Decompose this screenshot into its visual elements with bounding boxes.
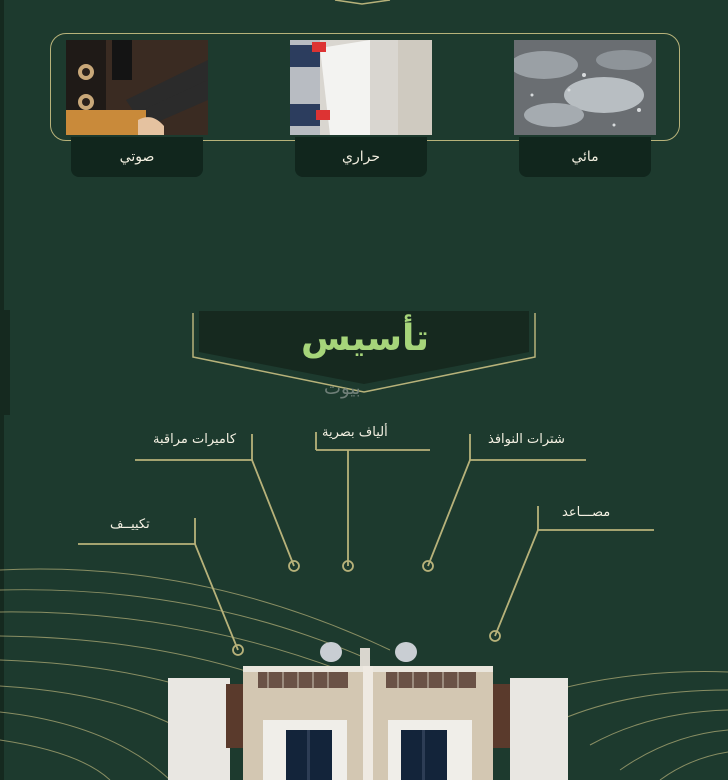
callout-ac: تكييــف	[110, 517, 150, 532]
insulation-card-water[interactable]	[514, 40, 656, 165]
water-proofing-image	[514, 40, 656, 135]
insulation-label: صوتي	[71, 137, 203, 177]
callout-cameras: كاميرات مراقبة	[153, 432, 237, 447]
thermal-board-image	[290, 40, 432, 135]
acoustic-foam-image	[66, 40, 208, 135]
section-title: تأسيس	[300, 318, 430, 359]
callout-windows: شترات النوافذ	[488, 432, 565, 447]
insulation-card-thermal[interactable]	[290, 40, 432, 165]
callout-fiber: ألياف بصرية	[322, 425, 388, 440]
insulation-card-acoustic[interactable]	[66, 40, 208, 165]
insulation-label: حراري	[295, 137, 427, 177]
insulation-label: مائي	[519, 137, 651, 177]
watermark: بيوت	[324, 378, 361, 399]
callout-elevators: مصـــاعد	[562, 505, 611, 520]
building-image	[168, 640, 568, 780]
